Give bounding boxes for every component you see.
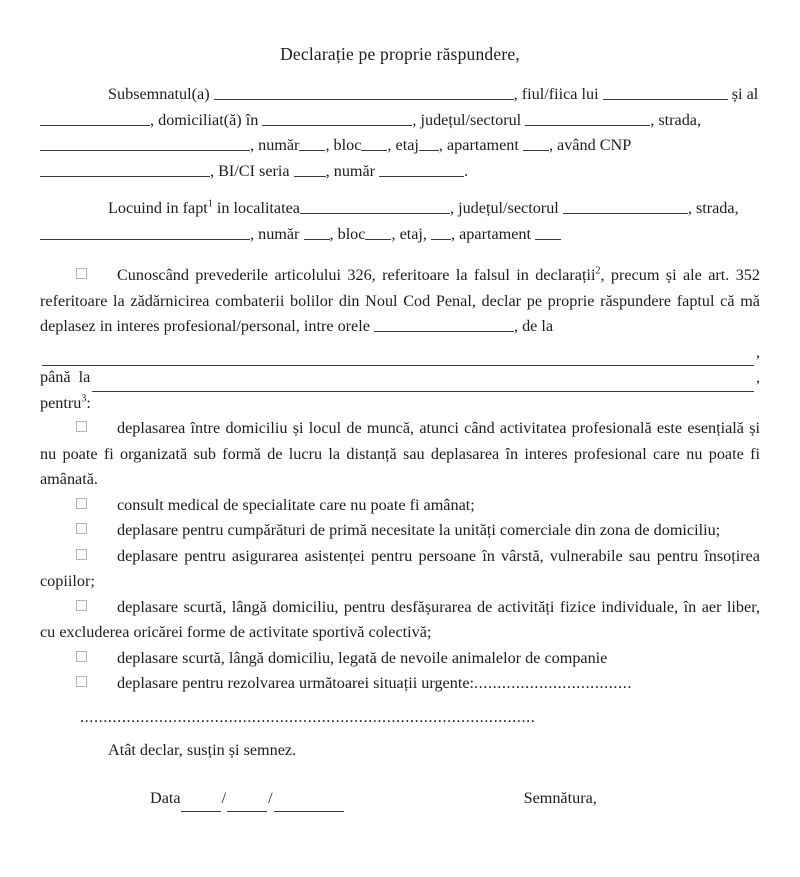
- checkbox-reason-exercise-icon[interactable]: [76, 600, 87, 611]
- bici-numar-label: , număr: [325, 161, 376, 180]
- declaration-text-part3: , de la: [513, 317, 554, 335]
- block-spacer: [40, 184, 760, 196]
- street-field[interactable]: [40, 137, 250, 151]
- residence-line-1: [40, 196, 760, 222]
- signature-row: [40, 786, 760, 812]
- date-year-field[interactable]: [274, 798, 344, 812]
- identity-line-3: [40, 133, 760, 159]
- residence-locality-field[interactable]: [300, 200, 450, 214]
- list-item[interactable]: [40, 671, 760, 697]
- checkbox-reason-pets-icon[interactable]: [76, 651, 87, 662]
- hour-to-field[interactable]: [92, 378, 754, 392]
- bici-numar-field[interactable]: [379, 163, 464, 177]
- closing-block: [40, 738, 760, 811]
- footnote-marker-1: 1: [207, 198, 213, 210]
- reason-label: deplasarea între domiciliu și locul de muncă, atunci când activitatea profesională este esențială și nu poate fi organizată sub formă de lucru la distanță sau deplasarea în interes profesional care nu poate fi amânată.: [40, 419, 760, 488]
- bloc-label: , bloc: [325, 136, 362, 154]
- date-separator-1: /: [221, 788, 227, 807]
- residence-apartament-field[interactable]: [535, 226, 561, 240]
- date-day-field[interactable]: [181, 798, 221, 812]
- residence-street-label: , strada,: [687, 199, 739, 217]
- reason-label: deplasare pentru asigurarea asistenței pentru persoane în vârstă, vulnerabile sau pentru însoțirea copiilor;: [40, 546, 760, 590]
- parent-label: , fiul/fiica lui: [513, 85, 599, 103]
- residence-bloc-label: , bloc: [329, 224, 366, 243]
- list-item[interactable]: [40, 493, 760, 519]
- identity-line-4-end: .: [464, 161, 469, 180]
- identity-line-4: [40, 159, 760, 185]
- declaration-continuation-rule: [40, 340, 760, 366]
- footnote-marker-3: 3: [81, 393, 87, 405]
- pana-la-label: până la: [40, 368, 91, 386]
- residence-numar-field[interactable]: [304, 226, 330, 240]
- closing-statement: [40, 738, 760, 764]
- apartament-label: , apartament: [438, 136, 519, 154]
- reason-label: deplasare scurtă, lângă domiciliu, legată de nevoile animalelor de companie: [117, 648, 608, 667]
- hour-from-field[interactable]: [374, 318, 514, 332]
- identity-block: [40, 82, 760, 184]
- footnote-marker-2: 2: [595, 265, 601, 277]
- hour-from-long-field[interactable]: [42, 352, 754, 366]
- block-spacer: [40, 730, 760, 738]
- list-item[interactable]: [40, 544, 760, 595]
- bici-seria-label: , BI/CI seria: [210, 161, 290, 180]
- cnp-field[interactable]: [40, 163, 210, 177]
- mother-name-field[interactable]: [40, 112, 150, 126]
- block-spacer: [40, 247, 760, 263]
- parent-name-field[interactable]: [603, 86, 728, 100]
- checkbox-reason-shopping-icon[interactable]: [76, 523, 87, 534]
- closing-statement-label: Atât declar, susțin și semnez.: [108, 741, 297, 759]
- checkbox-reason-work-commute-icon[interactable]: [76, 421, 87, 432]
- reason-label: deplasare pentru rezolvarea următoarei situații urgente:: [117, 674, 475, 692]
- reason-label: deplasare pentru cumpărături de primă necesitate la unități comerciale din zona de domiciliu;: [117, 521, 721, 539]
- declaration-paragraph: [40, 263, 760, 340]
- residence-line-2: [40, 222, 760, 248]
- checkbox-reason-medical-icon[interactable]: [76, 498, 87, 509]
- residence-bloc-field[interactable]: [365, 226, 391, 240]
- declaration-text-part1: Cunoscând prevederile articolului 326, referitoare la falsul in declarații: [117, 266, 596, 284]
- urgent-continuation-field[interactable]: ..................................................................................................: [80, 707, 536, 726]
- numar-label: , număr: [250, 136, 300, 154]
- reason-label: consult medical de specialitate care nu poate fi amânat;: [117, 495, 475, 514]
- bloc-field[interactable]: [361, 137, 387, 151]
- pentru-label: pentru: [40, 393, 82, 412]
- page-title: Declarație pe proprie răspundere,: [280, 44, 520, 64]
- reason-label: deplasare scurtă, lângă domiciliu, pentru desfășurarea de activități fizice individuale, în aer liber, cu excluderea oricărei forme de activitate sportivă colectivă;: [40, 597, 760, 641]
- pentru-row: [40, 391, 760, 417]
- county-label: , județul/sectorul: [412, 110, 522, 129]
- data-label: Data: [150, 788, 181, 807]
- declaration-text-part2: , precum și ale art. 352 referitoare la zădărnicirea combaterii bolilor din Noul Cod Penal, declar pe proprie răspundere faptul că mă deplasez in interes profesional/personal, intre orele: [40, 266, 760, 335]
- pana-la-comma: ,: [755, 368, 760, 386]
- declaration-block: [40, 263, 760, 416]
- residence-apartament-label: , apartament: [451, 224, 532, 243]
- numar-field[interactable]: [299, 137, 325, 151]
- pana-la-row: [40, 365, 760, 391]
- residence-etaj-label: , etaj,: [391, 224, 427, 243]
- city-field[interactable]: [262, 112, 412, 126]
- etaj-field[interactable]: [419, 137, 439, 151]
- date-month-field[interactable]: [227, 798, 267, 812]
- urgent-situation-field[interactable]: ..................................: [474, 674, 633, 692]
- identity-line-2: [40, 108, 760, 134]
- block-spacer: [40, 697, 760, 705]
- date-separator-2: /: [268, 788, 273, 807]
- localitate-label: in localitatea: [216, 199, 300, 217]
- list-item[interactable]: [40, 416, 760, 493]
- street-label: , strada,: [650, 110, 702, 129]
- identity-line-1: [40, 82, 760, 108]
- reason-list: [40, 416, 760, 730]
- pentru-colon: :: [86, 393, 91, 412]
- bici-seria-field[interactable]: [294, 163, 326, 177]
- declaration-comma: ,: [755, 342, 760, 361]
- subsemnatul-label: Subsemnatul(a): [108, 85, 210, 103]
- residence-street-field[interactable]: [40, 226, 250, 240]
- signature-label: Semnătura,: [523, 788, 597, 807]
- name-field[interactable]: [214, 86, 514, 100]
- apartament-field[interactable]: [523, 137, 549, 151]
- list-item[interactable]: [40, 646, 760, 672]
- locuind-label: Locuind in fapt: [108, 199, 208, 217]
- si-al-label: și al: [731, 85, 759, 103]
- residence-county-field[interactable]: [563, 200, 688, 214]
- checkbox-declaration-icon[interactable]: [76, 268, 87, 279]
- cnp-label: , având CNP: [548, 136, 632, 154]
- residence-numar-label: , număr: [250, 224, 300, 243]
- checkbox-reason-urgent-icon[interactable]: [76, 676, 87, 687]
- checkbox-reason-assistance-icon[interactable]: [76, 549, 87, 560]
- residence-county-label: , județul/sectorul: [450, 199, 559, 217]
- county-field[interactable]: [525, 112, 650, 126]
- urgent-continuation-line[interactable]: [40, 705, 760, 731]
- etaj-label: , etaj: [387, 136, 419, 154]
- domiciliat-label: , domiciliat(ă) în: [150, 110, 259, 129]
- residence-etaj-field[interactable]: [431, 226, 451, 240]
- residence-block: [40, 196, 760, 247]
- list-item[interactable]: [40, 595, 760, 646]
- list-item[interactable]: [40, 518, 760, 544]
